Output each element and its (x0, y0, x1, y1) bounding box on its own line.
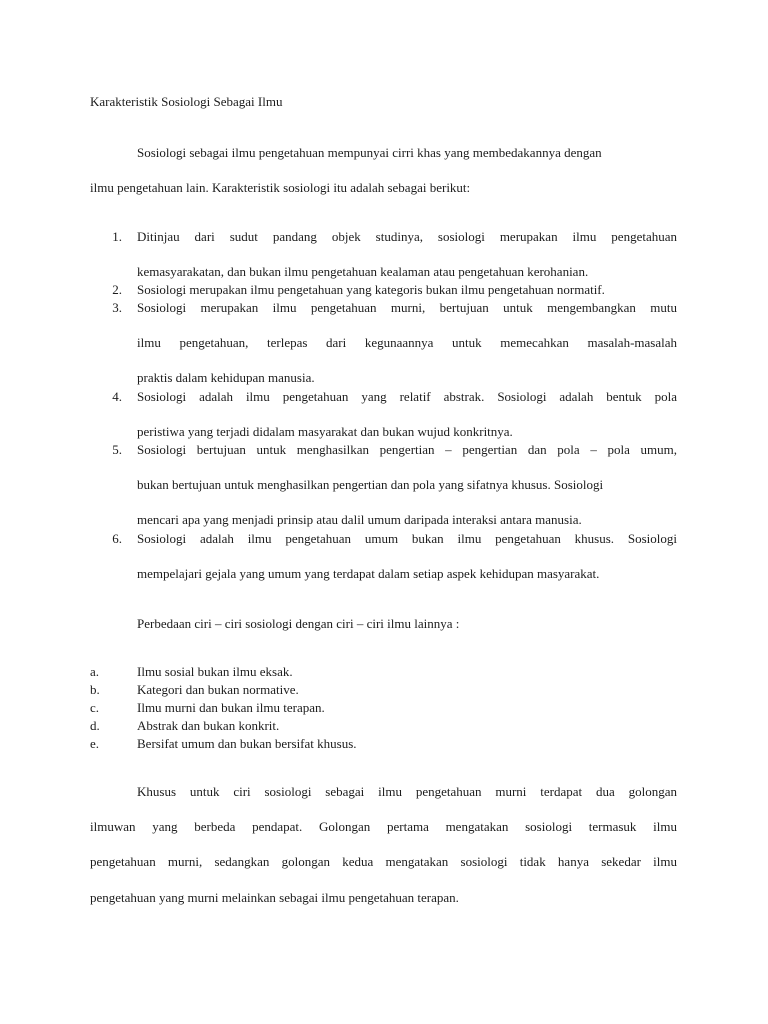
list-marker: 5. (112, 442, 122, 457)
document-title: Karakteristik Sosiologi Sebagai Ilmu (90, 94, 283, 109)
intro-line-1: Sosiologi sebagai ilmu pengetahuan mempunyai cirri khas yang membedakannya dengan (137, 145, 602, 160)
list-item-line: Ditinjau dari sudut pandang objek studinya, sosiologi merupakan ilmu pengetahuan (137, 229, 677, 244)
list-item-line: Ilmu sosial bukan ilmu eksak. (137, 664, 293, 679)
list-item-line: Bersifat umum dan bukan bersifat khusus. (137, 736, 357, 751)
list-item-line: Sosiologi bertujuan untuk menghasilkan pengertian – pengertian dan pola – pola umum, (137, 442, 677, 457)
subheading: Perbedaan ciri – ciri sosiologi dengan ciri – ciri ilmu lainnya : (137, 616, 460, 631)
list-marker: c. (90, 700, 100, 715)
list-marker: d. (90, 718, 100, 733)
list-item-line: bukan bertujuan untuk menghasilkan pengertian dan pola yang sifatnya khusus. Sosiologi (137, 477, 604, 492)
list-marker: 3. (112, 300, 122, 315)
list-marker: 2. (112, 282, 122, 297)
list-marker: 1. (112, 229, 122, 244)
list-marker: 6. (112, 531, 122, 546)
list-marker: b. (90, 682, 100, 697)
list-item-line: Kategori dan bukan normative. (137, 682, 299, 697)
list-marker: a. (90, 664, 100, 679)
list-item-line: Sosiologi merupakan ilmu pengetahuan murni, bertujuan untuk mengembangkan mutu (137, 300, 677, 315)
paragraph-line: pengetahuan murni, sedangkan golongan kedua mengatakan sosiologi tidak hanya sekedar ilmu (90, 854, 677, 869)
list-item-line: ilmu pengetahuan, terlepas dari kegunaannya untuk memecahkan masalah-masalah (137, 335, 677, 350)
list-marker: e. (90, 736, 100, 751)
list-item-line: Sosiologi adalah ilmu pengetahuan umum bukan ilmu pengetahuan khusus. Sosiologi (137, 531, 677, 546)
list-item-line: kemasyarakatan, dan bukan ilmu pengetahuan kealaman atau pengetahuan kerohanian. (137, 264, 589, 279)
paragraph-line: pengetahuan yang murni melainkan sebagai ilmu pengetahuan terapan. (90, 890, 459, 905)
list-item-line: Abstrak dan bukan konkrit. (137, 718, 280, 733)
list-item-line: Sosiologi merupakan ilmu pengetahuan yang kategoris bukan ilmu pengetahuan normatif. (137, 282, 605, 297)
intro-line-2: ilmu pengetahuan lain. Karakteristik sosiologi itu adalah sebagai berikut: (90, 180, 471, 195)
list-item-line: Sosiologi adalah ilmu pengetahuan yang relatif abstrak. Sosiologi adalah bentuk pola (137, 389, 677, 404)
list-item-line: Ilmu murni dan bukan ilmu terapan. (137, 700, 325, 715)
list-item-line: mencari apa yang menjadi prinsip atau dalil umum daripada interaksi antara manusia. (137, 512, 582, 527)
list-item-line: praktis dalam kehidupan manusia. (137, 370, 315, 385)
list-marker: 4. (112, 389, 122, 404)
list-item-line: peristiwa yang terjadi didalam masyarakat dan bukan wujud konkritnya. (137, 424, 513, 439)
list-item-line: mempelajari gejala yang umum yang terdapat dalam setiap aspek kehidupan masyarakat. (137, 566, 600, 581)
paragraph-line: ilmuwan yang berbeda pendapat. Golongan pertama mengatakan sosiologi termasuk ilmu (90, 819, 677, 834)
paragraph-line: Khusus untuk ciri sosiologi sebagai ilmu pengetahuan murni terdapat dua golongan (137, 784, 677, 799)
